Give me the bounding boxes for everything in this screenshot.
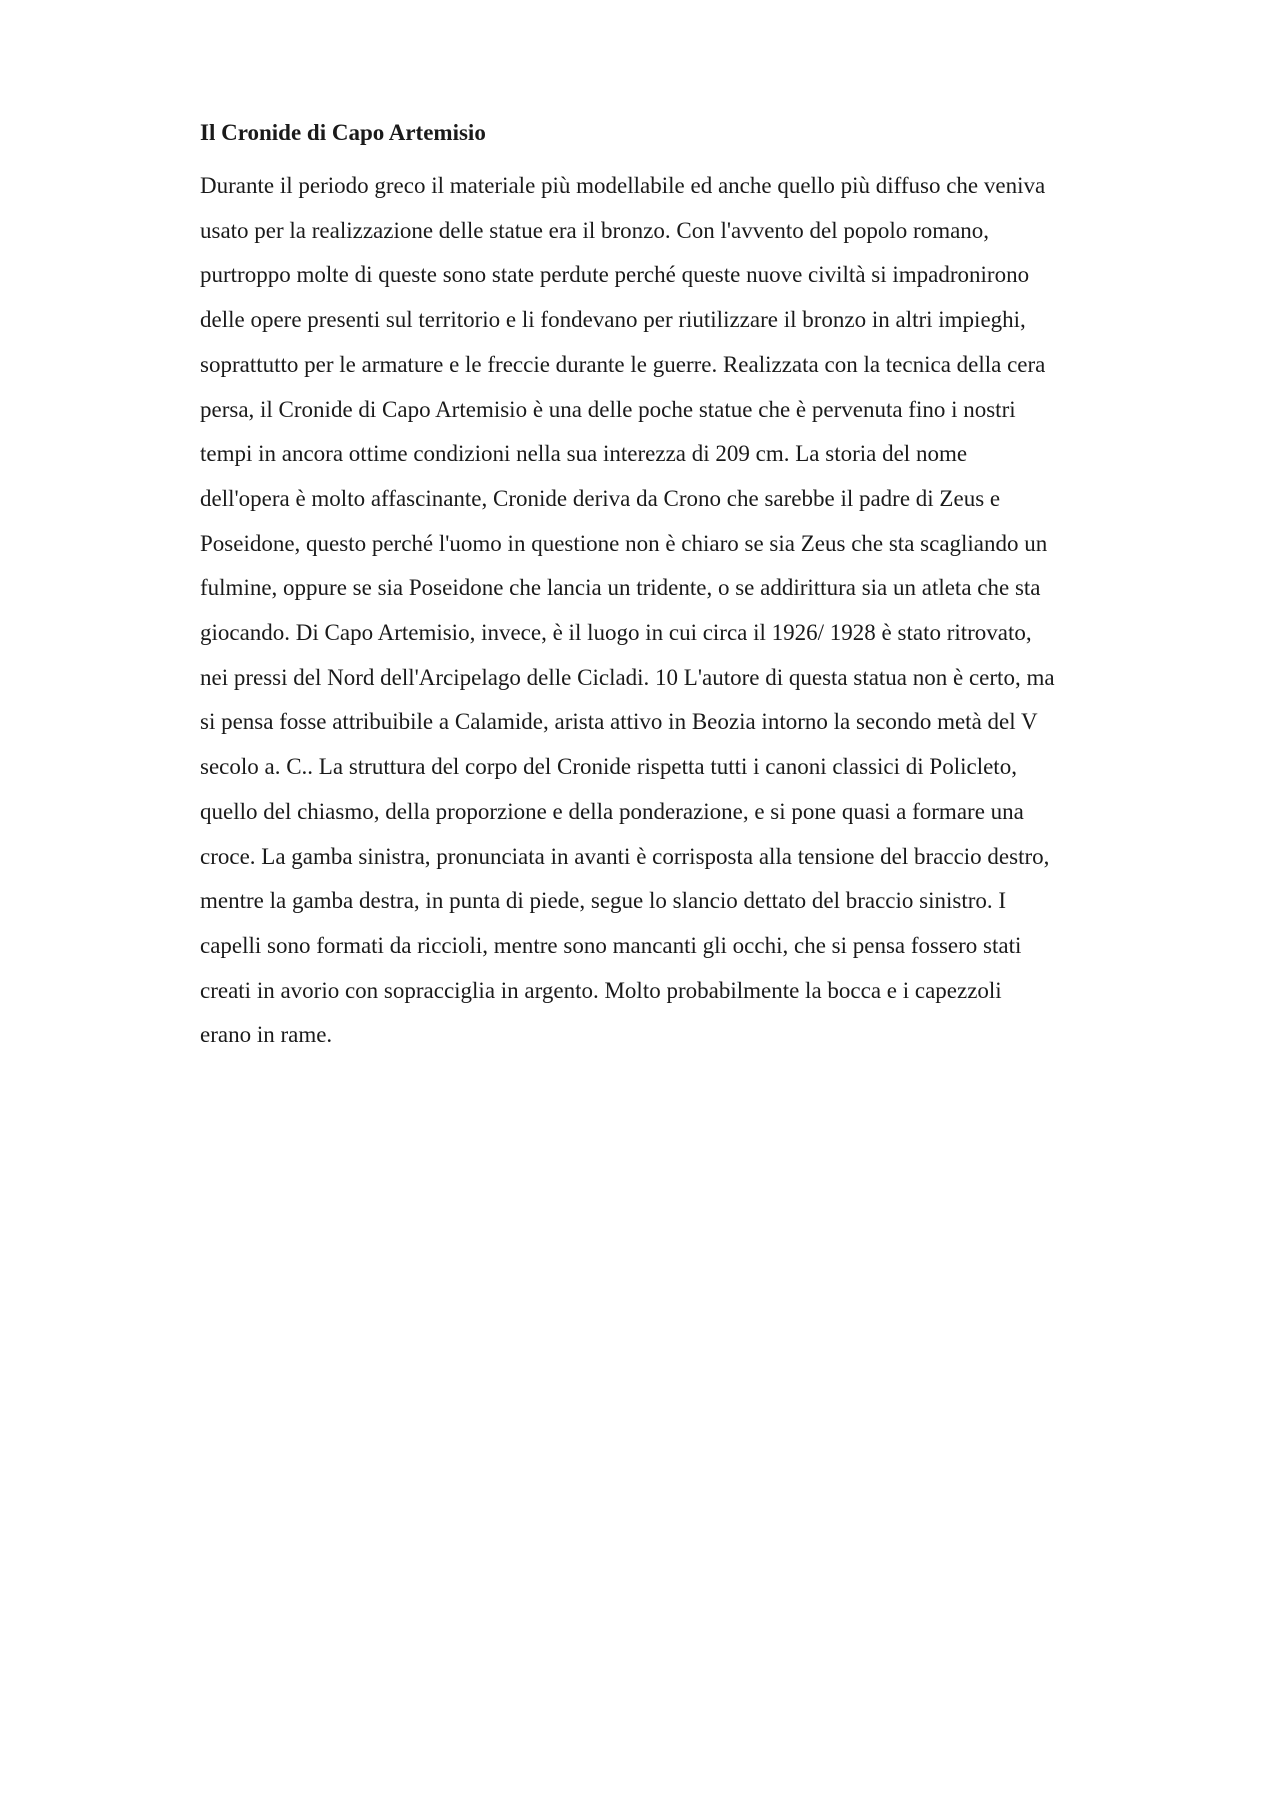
paragraph-line: soprattutto per le armature e le freccie durante le guerre. Realizzata con la tecnica della cera [200, 351, 1046, 377]
document-paragraph [200, 164, 1168, 1058]
paragraph-line: si pensa fosse attribuibile a Calamide, arista attivo in Beozia intorno la secondo metà del V [200, 709, 1038, 735]
paragraph-line: quello del chiasmo, della proporzione e della ponderazione, e si pone quasi a formare una [200, 798, 1024, 824]
document-title: Il Cronide di Capo Artemisio [200, 120, 486, 145]
paragraph-line: erano in rame. [200, 1022, 333, 1048]
paragraph-line: croce. La gamba sinistra, pronunciata in avanti è corrisposta alla tensione del braccio destro, [200, 843, 1050, 869]
paragraph-line: mentre la gamba destra, in punta di piede, segue lo slancio dettato del braccio sinistro. I [200, 888, 1007, 914]
paragraph-line: delle opere presenti sul territorio e li fondevano per riutilizzare il bronzo in altri impieghi, [200, 307, 1026, 333]
paragraph-line: Poseidone, questo perché l'uomo in questione non è chiaro se sia Zeus che sta scagliando un [200, 530, 1048, 556]
paragraph-line: usato per la realizzazione delle statue era il bronzo. Con l'avvento del popolo romano, [200, 217, 990, 243]
document-content [200, 118, 1168, 1058]
paragraph-line: creati in avorio con sopracciglia in argento. Molto probabilmente la bocca e i capezzoli [200, 977, 1002, 1003]
paragraph-line: Durante il periodo greco il materiale più modellabile ed anche quello più diffuso che veniva [200, 173, 1046, 198]
paragraph-line: tempi in ancora ottime condizioni nella sua interezza di 209 cm. La storia del nome [200, 441, 968, 467]
paragraph-line: secolo a. C.. La struttura del corpo del Cronide rispetta tutti i canoni classici di Policleto, [200, 754, 1017, 780]
paragraph-line: fulmine, oppure se sia Poseidone che lancia un tridente, o se addirittura sia un atleta che sta [200, 575, 1041, 601]
paragraph-line: capelli sono formati da riccioli, mentre sono mancanti gli occhi, che si pensa fossero stati [200, 932, 1022, 958]
paragraph-line: purtroppo molte di queste sono state perdute perché queste nuove civiltà si impadronirono [200, 262, 1030, 288]
paragraph-line: nei pressi del Nord dell'Arcipelago delle Cicladi. 10 L'autore di questa statua non è certo, ma [200, 664, 1055, 690]
paragraph-line: persa, il Cronide di Capo Artemisio è una delle poche statue che è pervenuta fino i nostri [200, 396, 1016, 422]
paragraph-line: giocando. Di Capo Artemisio, invece, è il luogo in cui circa il 1926/ 1928 è stato ritrovato, [200, 620, 1032, 646]
paragraph-line: dell'opera è molto affascinante, Cronide deriva da Crono che sarebbe il padre di Zeus e [200, 485, 1001, 511]
